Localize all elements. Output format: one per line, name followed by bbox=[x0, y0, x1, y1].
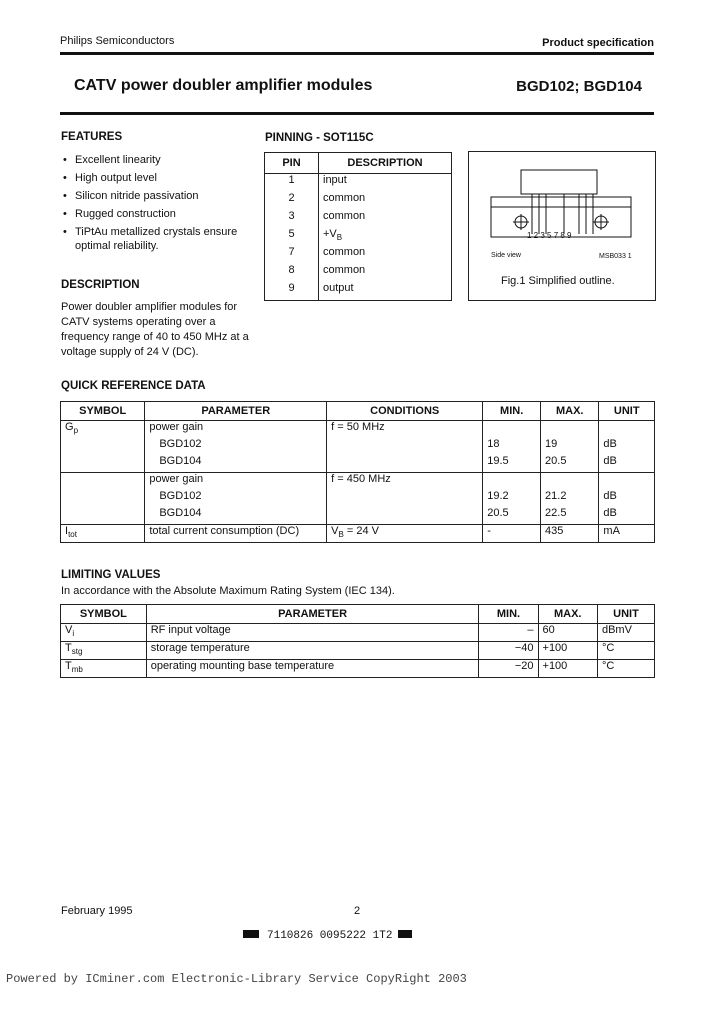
qrd-heading: QUICK REFERENCE DATA bbox=[61, 380, 206, 392]
qrd-unit bbox=[599, 473, 655, 491]
description-heading: DESCRIPTION bbox=[61, 279, 140, 291]
qrd-min: 20.5 bbox=[483, 507, 541, 525]
pin-row bbox=[265, 210, 452, 228]
pin-row bbox=[265, 228, 452, 246]
qrd-symbol bbox=[61, 507, 145, 525]
qrd-max: 21.2 bbox=[541, 490, 599, 507]
qrd-min: 19.2 bbox=[483, 490, 541, 507]
limiting-intro: In accordance with the Absolute Maximum Rating System (IEC 134). bbox=[61, 585, 395, 597]
qrd-max bbox=[541, 421, 599, 439]
qrd-symbol bbox=[61, 455, 145, 473]
pinning-table bbox=[264, 152, 452, 301]
limiting-min: −20 bbox=[479, 660, 538, 678]
qrd-max: 435 bbox=[541, 525, 599, 543]
qrd-parameter: power gain bbox=[145, 473, 327, 491]
feature-item: • Excellent linearity bbox=[61, 153, 251, 167]
qrd-row bbox=[61, 507, 655, 525]
pin-number: 3 bbox=[265, 210, 319, 228]
pin-desc-text: input bbox=[323, 174, 347, 186]
barcode-block-right bbox=[398, 930, 412, 938]
qrd-parameter: BGD104 bbox=[145, 455, 327, 473]
feature-item: • TiPtAu metallized crystals ensure optimal reliability. bbox=[61, 225, 251, 253]
subscript: B bbox=[336, 233, 343, 243]
qrd-unit: dB bbox=[599, 455, 655, 473]
qrd-conditions bbox=[327, 525, 483, 543]
pin-desc-text: output bbox=[323, 282, 354, 294]
side-view-label: Side view bbox=[491, 252, 521, 259]
qrd-row bbox=[61, 455, 655, 473]
subscript: p bbox=[73, 426, 79, 436]
limiting-row bbox=[61, 642, 655, 660]
qrd-min bbox=[483, 473, 541, 491]
qrd-symbol bbox=[61, 438, 145, 455]
qrd-unit: dB bbox=[599, 490, 655, 507]
qrd-col-header: PARAMETER bbox=[145, 402, 327, 421]
subscript: tot bbox=[68, 530, 77, 540]
limiting-row bbox=[61, 624, 655, 642]
feature-item: • High output level bbox=[61, 171, 251, 185]
pin-number: 7 bbox=[265, 246, 319, 264]
qrd-row bbox=[61, 525, 655, 543]
barcode-block-left bbox=[243, 930, 259, 938]
limiting-col-header: MIN. bbox=[479, 605, 538, 624]
title-rule bbox=[60, 112, 654, 115]
subscript: stg bbox=[71, 647, 83, 657]
type-numbers: BGD102; BGD104 bbox=[516, 78, 642, 95]
page-title: CATV power doubler amplifier modules bbox=[74, 77, 373, 94]
subscript: mb bbox=[71, 665, 83, 675]
pin-row bbox=[265, 192, 452, 210]
barcode-line bbox=[243, 930, 412, 942]
pin-desc-text: common bbox=[323, 246, 366, 258]
limiting-unit: dBmV bbox=[597, 624, 654, 642]
footer-date: February 1995 bbox=[61, 905, 133, 917]
limiting-max: +100 bbox=[538, 660, 597, 678]
company-name: Philips Semiconductors bbox=[60, 35, 175, 47]
pin-description bbox=[319, 210, 452, 228]
pin-description bbox=[319, 192, 452, 210]
qrd-symbol bbox=[61, 525, 145, 543]
pin-desc-text: common bbox=[323, 192, 366, 204]
pin-description bbox=[319, 228, 452, 246]
qrd-min: - bbox=[483, 525, 541, 543]
limiting-col-header: MAX. bbox=[538, 605, 597, 624]
description-text: Power doubler amplifier modules for CATV systems operating over a frequency range of 40 to 450 MHz at a voltage supply of 24 V (DC). bbox=[61, 301, 249, 358]
pin-row bbox=[265, 282, 452, 301]
qrd-symbol bbox=[61, 473, 145, 491]
limiting-row bbox=[61, 660, 655, 678]
pin-number-labels: 1 2 3 5 7 8 9 bbox=[527, 231, 572, 240]
qrd-max bbox=[541, 473, 599, 491]
cond-text: V bbox=[331, 525, 339, 537]
qrd-row bbox=[61, 490, 655, 507]
limiting-symbol bbox=[61, 624, 147, 642]
feature-item: • Silicon nitride passivation bbox=[61, 189, 251, 203]
qrd-unit: dB bbox=[599, 438, 655, 455]
qrd-unit: dB bbox=[599, 507, 655, 525]
pin-desc-text: +V bbox=[323, 228, 337, 240]
pin-description bbox=[319, 174, 452, 193]
limiting-values-table bbox=[60, 604, 655, 678]
qrd-col-header: SYMBOL bbox=[61, 402, 145, 421]
limiting-heading: LIMITING VALUES bbox=[61, 569, 161, 581]
pin-number: 2 bbox=[265, 192, 319, 210]
qrd-row bbox=[61, 438, 655, 455]
limiting-col-header: PARAMETER bbox=[146, 605, 479, 624]
qrd-col-header: MIN. bbox=[483, 402, 541, 421]
pin-description bbox=[319, 282, 452, 301]
pin-row bbox=[265, 174, 452, 193]
limiting-parameter: RF input voltage bbox=[146, 624, 479, 642]
symbol-text: I bbox=[65, 525, 69, 537]
figure-caption: Fig.1 Simplified outline. bbox=[501, 275, 615, 287]
figure-code: MSB033 1 bbox=[599, 253, 632, 260]
pin-number: 9 bbox=[265, 282, 319, 301]
qrd-symbol bbox=[61, 490, 145, 507]
qrd-min: 18 bbox=[483, 438, 541, 455]
subscript: i bbox=[72, 629, 75, 639]
qrd-conditions bbox=[327, 490, 483, 507]
qrd-col-header: MAX. bbox=[541, 402, 599, 421]
pin-description bbox=[319, 246, 452, 264]
limiting-parameter: storage temperature bbox=[146, 642, 479, 660]
qrd-conditions bbox=[327, 507, 483, 525]
qrd-col-header: UNIT bbox=[599, 402, 655, 421]
outline-figure bbox=[468, 151, 656, 301]
qrd-row bbox=[61, 421, 655, 439]
cond-text: f = 450 MHz bbox=[331, 473, 391, 485]
limiting-symbol bbox=[61, 660, 147, 678]
doc-type: Product specification bbox=[542, 37, 654, 49]
pinning-heading: PINNING - SOT115C bbox=[265, 132, 374, 144]
pin-number: 1 bbox=[265, 174, 319, 193]
desc-col-header: DESCRIPTION bbox=[319, 153, 452, 174]
limiting-min: – bbox=[479, 624, 538, 642]
qrd-symbol bbox=[61, 421, 145, 439]
pin-desc-text: common bbox=[323, 210, 366, 222]
qrd-min: 19.5 bbox=[483, 455, 541, 473]
limiting-unit: °C bbox=[597, 642, 654, 660]
qrd-parameter: power gain bbox=[145, 421, 327, 439]
powered-by-notice: Powered by ICminer.com Electronic-Library Service CopyRight 2003 bbox=[6, 972, 467, 986]
quick-reference-table bbox=[60, 401, 655, 543]
pin-row bbox=[265, 264, 452, 282]
limiting-symbol bbox=[61, 642, 147, 660]
limiting-parameter: operating mounting base temperature bbox=[146, 660, 479, 678]
qrd-conditions bbox=[327, 473, 483, 491]
pin-col-header: PIN bbox=[265, 153, 319, 174]
qrd-conditions bbox=[327, 438, 483, 455]
symbol-text: V bbox=[65, 624, 73, 636]
pin-desc-text: common bbox=[323, 264, 366, 276]
qrd-unit bbox=[599, 421, 655, 439]
feature-item: • Rugged construction bbox=[61, 207, 251, 221]
limiting-max: 60 bbox=[538, 624, 597, 642]
header-rule bbox=[60, 52, 654, 55]
limiting-max: +100 bbox=[538, 642, 597, 660]
qrd-min bbox=[483, 421, 541, 439]
limiting-min: −40 bbox=[479, 642, 538, 660]
qrd-unit: mA bbox=[599, 525, 655, 543]
qrd-row bbox=[61, 473, 655, 491]
symbol-text: T bbox=[65, 642, 72, 654]
qrd-max: 20.5 bbox=[541, 455, 599, 473]
qrd-conditions bbox=[327, 421, 483, 439]
features-heading: FEATURES bbox=[61, 131, 123, 143]
page-number: 2 bbox=[354, 905, 361, 917]
qrd-max: 19 bbox=[541, 438, 599, 455]
pin-number: 5 bbox=[265, 228, 319, 246]
qrd-col-header: CONDITIONS bbox=[327, 402, 483, 421]
limiting-unit: °C bbox=[597, 660, 654, 678]
cond-tail: = 24 V bbox=[343, 525, 380, 537]
qrd-parameter: BGD102 bbox=[145, 490, 327, 507]
cond-text: f = 50 MHz bbox=[331, 421, 385, 433]
qrd-max: 22.5 bbox=[541, 507, 599, 525]
qrd-parameter: total current consumption (DC) bbox=[145, 525, 327, 543]
pin-row bbox=[265, 246, 452, 264]
symbol-text: T bbox=[65, 660, 72, 672]
limiting-col-header: SYMBOL bbox=[61, 605, 147, 624]
qrd-parameter: BGD102 bbox=[145, 438, 327, 455]
symbol-text: G bbox=[65, 421, 74, 433]
limiting-col-header: UNIT bbox=[597, 605, 654, 624]
subscript: B bbox=[338, 530, 344, 540]
qrd-parameter: BGD104 bbox=[145, 507, 327, 525]
pin-description bbox=[319, 264, 452, 282]
qrd-conditions bbox=[327, 455, 483, 473]
features-list bbox=[61, 153, 251, 257]
pin-number: 8 bbox=[265, 264, 319, 282]
barcode-text: 7110826 0095222 1T2 bbox=[267, 930, 393, 942]
